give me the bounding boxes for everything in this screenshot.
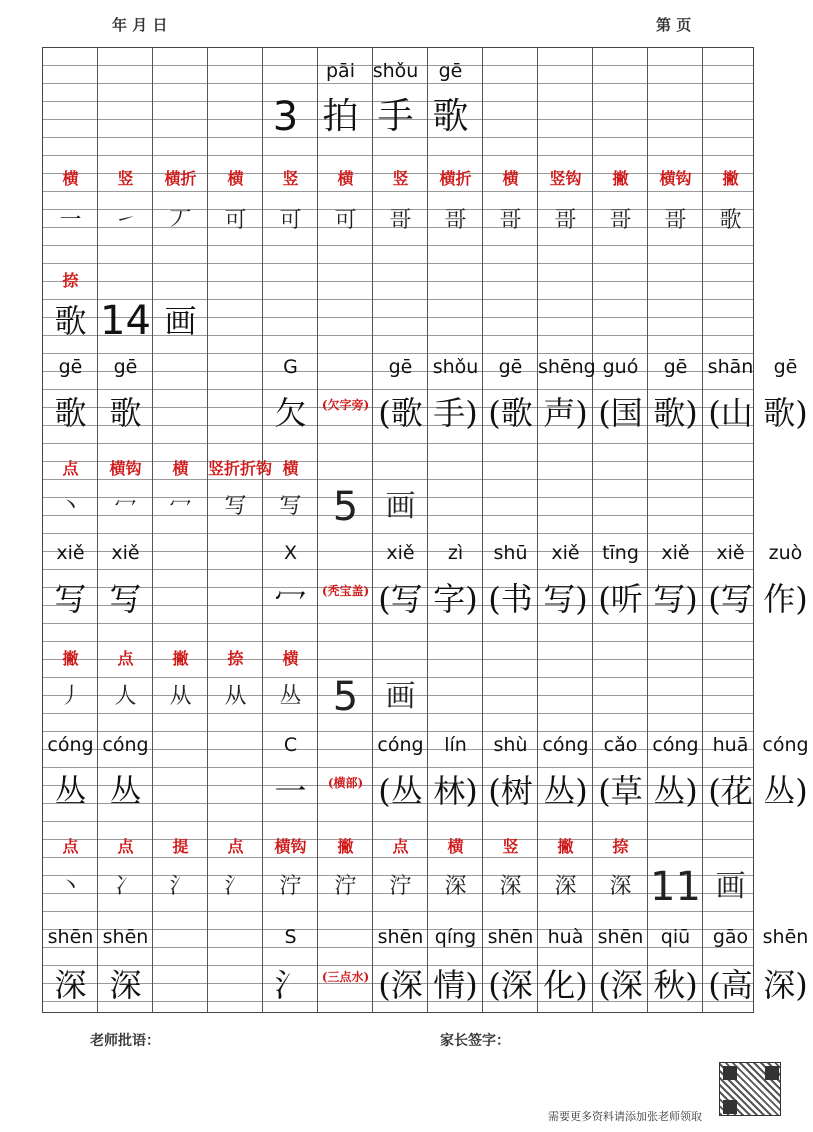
stroke-sequence-char: 可	[279, 208, 302, 233]
pinyin-cell: guó	[602, 356, 639, 378]
stroke-sequence-char: 从	[169, 684, 192, 709]
promo-text: 需要更多资料请添加张老师领取	[548, 1110, 702, 1123]
pinyin-cell: cóng	[762, 734, 809, 756]
hanzi-cell: (深	[378, 966, 423, 1004]
stroke-count: 5	[332, 484, 359, 530]
stroke-sequence-row	[43, 674, 755, 720]
stroke-name: 竖	[502, 837, 519, 856]
hanzi-cell: (歌	[488, 394, 533, 432]
parent-sign-label: 家长签字：	[440, 1033, 510, 1049]
stroke-sequence-char: 深	[444, 874, 467, 899]
hanzi-cell: 歌)	[763, 394, 808, 432]
stroke-summary-row	[43, 298, 755, 344]
hanzi-cell: (写	[708, 580, 753, 618]
hanzi-cell: (书	[488, 580, 533, 618]
stroke-name: 点	[62, 837, 79, 856]
pinyin-cell: shān	[707, 356, 754, 378]
hanzi-cell: 手)	[433, 394, 478, 432]
hanzi-cell: 丛	[54, 772, 87, 810]
stroke-name: 点	[117, 649, 134, 668]
hanzi-cell: 写	[54, 580, 87, 618]
stroke-sequence-char: 泞	[389, 874, 412, 899]
pinyin-cell	[208, 530, 263, 576]
hanzi-cell: (国	[598, 394, 643, 432]
title-pinyin: shǒu	[372, 60, 419, 82]
hanzi-cell: 一	[274, 772, 307, 810]
pinyin-cell: zuò	[768, 542, 803, 564]
hanzi-cell: (山	[708, 394, 753, 432]
hanzi-cell: 作)	[763, 580, 808, 618]
pinyin-cell: huā	[712, 734, 749, 756]
pinyin-cell: qíng	[434, 926, 477, 948]
hanzi-cell: 写	[109, 580, 142, 618]
stroke-sequence-row	[43, 484, 755, 530]
title-char: 拍	[322, 96, 359, 137]
pinyin-cell: zì	[447, 542, 464, 564]
pinyin-cell	[318, 530, 373, 576]
pinyin-cell: shēn	[102, 926, 149, 948]
stroke-name: 捺	[227, 649, 244, 668]
pinyin-cell: cóng	[542, 734, 589, 756]
hanzi-cell: (深	[598, 966, 643, 1004]
hanzi-row	[43, 768, 808, 814]
hanzi-cell	[208, 962, 263, 1008]
hanzi-row	[43, 962, 808, 1008]
hanzi-cell: (歌	[378, 394, 423, 432]
stroke-sequence-char: ㇀	[114, 208, 137, 233]
stroke-name: 撇	[722, 169, 739, 188]
stroke-name: 点	[227, 837, 244, 856]
pinyin-cell: gē	[773, 356, 798, 378]
hanzi-cell	[208, 576, 263, 622]
radical-note: (秃宝盖)	[321, 584, 370, 598]
pinyin-cell: shū	[493, 542, 528, 564]
stroke-sequence-char: 哥	[554, 208, 577, 233]
pinyin-cell: gē	[498, 356, 523, 378]
pinyin-cell: shù	[493, 734, 528, 756]
hanzi-row	[43, 390, 808, 436]
date-label: 年 月 日	[112, 16, 168, 34]
hanzi-cell: (写	[378, 580, 423, 618]
hanzi-cell: (草	[598, 772, 643, 810]
hanzi-cell: 歌)	[653, 394, 698, 432]
pinyin-cell: lín	[444, 734, 467, 756]
hanzi-cell: 丛	[109, 772, 142, 810]
stroke-count: 11	[650, 864, 701, 910]
stroke-name: 横钩	[659, 169, 692, 188]
stroke-name: 捺	[62, 271, 79, 290]
pinyin-cell: shǒu	[432, 356, 479, 378]
stroke-name: 竖	[282, 169, 299, 188]
pinyin-cell	[153, 344, 208, 390]
stroke-name: 撇	[62, 649, 79, 668]
pinyin-cell: gē	[58, 356, 83, 378]
stroke-name: 竖	[117, 169, 134, 188]
hanzi-cell	[208, 768, 263, 814]
stroke-sequence-char: 氵	[169, 874, 192, 899]
pinyin-cell	[153, 914, 208, 960]
stroke-sequence-char: 可	[334, 208, 357, 233]
hanzi-cell: 秋)	[653, 966, 698, 1004]
stroke-name: 横折	[164, 169, 197, 188]
pinyin-cell: shēn	[47, 926, 94, 948]
hanzi-cell: 字)	[433, 580, 478, 618]
pinyin-cell: S	[284, 926, 297, 948]
pinyin-cell	[208, 914, 263, 960]
stroke-sequence-char: 深	[609, 874, 632, 899]
stroke-sequence-char: 丶	[59, 874, 82, 899]
pinyin-cell: cóng	[652, 734, 699, 756]
stroke-name: 横	[62, 169, 79, 188]
stroke-sequence-char: 丆	[169, 208, 192, 233]
pinyin-cell	[153, 530, 208, 576]
pinyin-cell: shēn	[762, 926, 809, 948]
hanzi-cell: 丛)	[653, 772, 698, 810]
stroke-sequence-char: 从	[224, 684, 247, 709]
stroke-name: 横钩	[109, 459, 142, 478]
stroke-sequence-char: 哥	[389, 208, 412, 233]
stroke-sequence-char: 氵	[224, 874, 247, 899]
pinyin-cell: shēng	[538, 356, 596, 378]
stroke-sequence-char: 冖	[114, 494, 137, 519]
hanzi-cell	[153, 962, 208, 1008]
pinyin-cell: xiě	[111, 542, 140, 564]
hanzi-cell: 声)	[543, 394, 588, 432]
stroke-sequence-char: 哥	[444, 208, 467, 233]
title-pinyin-row	[43, 48, 755, 94]
hanzi-cell	[153, 390, 208, 436]
hanzi-cell: 写)	[543, 580, 588, 618]
stroke-sequence-char: 深	[499, 874, 522, 899]
stroke-unit: 画	[164, 302, 197, 340]
stroke-sequence-char: 丿	[59, 684, 82, 709]
stroke-count: 5	[332, 674, 359, 720]
hanzi-cell: 深	[54, 966, 87, 1004]
hanzi-cell: 丛)	[543, 772, 588, 810]
stroke-sequence-char: 泞	[279, 874, 302, 899]
pinyin-cell: qiū	[660, 926, 691, 948]
hanzi-cell	[208, 390, 263, 436]
stroke-sequence-char: 深	[554, 874, 577, 899]
pinyin-cell: gē	[113, 356, 138, 378]
pinyin-cell: G	[283, 356, 298, 378]
radical-note: (横部)	[327, 776, 364, 790]
stroke-name: 撇	[337, 837, 354, 856]
stroke-unit: 画	[385, 489, 416, 524]
stroke-sequence-char: 可	[224, 208, 247, 233]
stroke-name: 撇	[557, 837, 574, 856]
pinyin-cell	[318, 344, 373, 390]
title-pinyin: pāi	[326, 60, 355, 82]
hanzi-cell: 林)	[433, 772, 478, 810]
stroke-sequence-char: 歌	[719, 208, 742, 233]
stroke-name: 横	[502, 169, 519, 188]
pinyin-cell: xiě	[551, 542, 580, 564]
hanzi-cell: (丛	[378, 772, 423, 810]
stroke-name: 撇	[172, 649, 189, 668]
stroke-unit: 画	[385, 679, 416, 714]
stroke-sequence-char: 冫	[114, 874, 137, 899]
stroke-sequence-char: 写	[224, 494, 247, 519]
hanzi-cell: 化)	[543, 966, 588, 1004]
pinyin-cell: X	[283, 542, 298, 564]
pinyin-cell: cǎo	[603, 734, 638, 756]
hanzi-row	[43, 576, 808, 622]
radical-note: (欠字旁)	[321, 398, 370, 412]
stroke-name: 点	[392, 837, 409, 856]
stroke-sequence-char: 哥	[609, 208, 632, 233]
stroke-name: 横	[282, 459, 299, 478]
pinyin-cell: xiě	[716, 542, 745, 564]
pinyin-cell: shēn	[487, 926, 534, 948]
pinyin-cell: huà	[547, 926, 584, 948]
pinyin-cell: gē	[388, 356, 413, 378]
hanzi-cell: 欠	[274, 394, 307, 432]
stroke-name: 横	[337, 169, 354, 188]
stroke-name: 点	[117, 837, 134, 856]
stroke-name: 竖	[392, 169, 409, 188]
stroke-sequence-char: 丛	[279, 684, 302, 709]
stroke-count: 14	[100, 298, 151, 344]
pinyin-row	[43, 914, 809, 960]
pinyin-cell	[208, 344, 263, 390]
hanzi-cell: 深	[109, 966, 142, 1004]
stroke-name: 横钩	[274, 837, 307, 856]
qr-code-icon	[719, 1062, 781, 1116]
stroke-name: 横	[172, 459, 189, 478]
title-char: 歌	[432, 96, 469, 137]
stroke-sequence-char: 丶	[59, 494, 82, 519]
stroke-sequence-row	[43, 198, 755, 244]
pinyin-cell: cóng	[102, 734, 149, 756]
page-label: 第 页	[656, 16, 692, 34]
pinyin-cell: tīng	[602, 542, 639, 564]
pinyin-cell: shēn	[597, 926, 644, 948]
hanzi-cell: (花	[708, 772, 753, 810]
practice-grid	[42, 47, 809, 1013]
pinyin-row	[43, 530, 803, 576]
teacher-comment-label: 老师批语：	[90, 1033, 160, 1049]
hanzi-cell: (树	[488, 772, 533, 810]
title-pinyin: gē	[438, 60, 463, 82]
pinyin-row	[43, 344, 798, 390]
hanzi-cell: 丛)	[763, 772, 808, 810]
hanzi-cell: 情)	[433, 966, 478, 1004]
hanzi-cell: 氵	[274, 966, 307, 1004]
stroke-sequence-char: 一	[59, 208, 82, 233]
pinyin-cell	[318, 722, 373, 768]
stroke-sequence-char: 人	[114, 684, 137, 709]
hanzi-cell: (深	[488, 966, 533, 1004]
hanzi-cell: 冖	[274, 580, 307, 618]
stroke-name: 提	[172, 837, 189, 856]
pinyin-cell: cóng	[47, 734, 94, 756]
pinyin-cell: cóng	[377, 734, 424, 756]
pinyin-cell: gāo	[712, 926, 749, 948]
pinyin-cell	[208, 722, 263, 768]
stroke-sequence-row	[43, 864, 755, 910]
hanzi-cell	[153, 576, 208, 622]
title-char: 手	[377, 96, 414, 137]
stroke-sequence-char: 哥	[664, 208, 687, 233]
pinyin-cell: shēn	[377, 926, 424, 948]
pinyin-cell: xiě	[386, 542, 415, 564]
stroke-name: 点	[62, 459, 79, 478]
stroke-sequence-char: 冖	[169, 494, 192, 519]
hanzi-cell: 歌	[54, 394, 87, 432]
hanzi-cell: 写)	[653, 580, 698, 618]
pinyin-cell: xiě	[56, 542, 85, 564]
hanzi-cell: (听	[598, 580, 643, 618]
radical-note: (三点水)	[321, 970, 370, 984]
stroke-name: 横折	[439, 169, 472, 188]
stroke-sequence-char: 写	[279, 494, 302, 519]
pinyin-cell: gē	[663, 356, 688, 378]
stroke-names-row	[43, 156, 755, 202]
summary-char: 歌	[54, 302, 87, 340]
stroke-name: 横	[447, 837, 464, 856]
hanzi-cell: (高	[708, 966, 753, 1004]
stroke-sequence-char: 哥	[499, 208, 522, 233]
pinyin-row	[43, 722, 809, 768]
stroke-unit: 画	[715, 869, 746, 904]
stroke-name: 竖钩	[549, 169, 582, 188]
hanzi-cell: 深)	[763, 966, 808, 1004]
hanzi-cell: 歌	[109, 394, 142, 432]
pinyin-cell: C	[283, 734, 298, 756]
stroke-name: 捺	[612, 837, 629, 856]
stroke-sequence-char: 泞	[334, 874, 357, 899]
title-row	[43, 94, 755, 140]
stroke-name: 撇	[612, 169, 629, 188]
pinyin-cell	[318, 914, 373, 960]
stroke-name: 横	[282, 649, 299, 668]
pinyin-cell	[153, 722, 208, 768]
lesson-number: 3	[272, 94, 299, 140]
stroke-name: 竖折折钩	[208, 459, 273, 478]
pinyin-cell: xiě	[661, 542, 690, 564]
stroke-name: 横	[227, 169, 244, 188]
hanzi-cell	[153, 768, 208, 814]
